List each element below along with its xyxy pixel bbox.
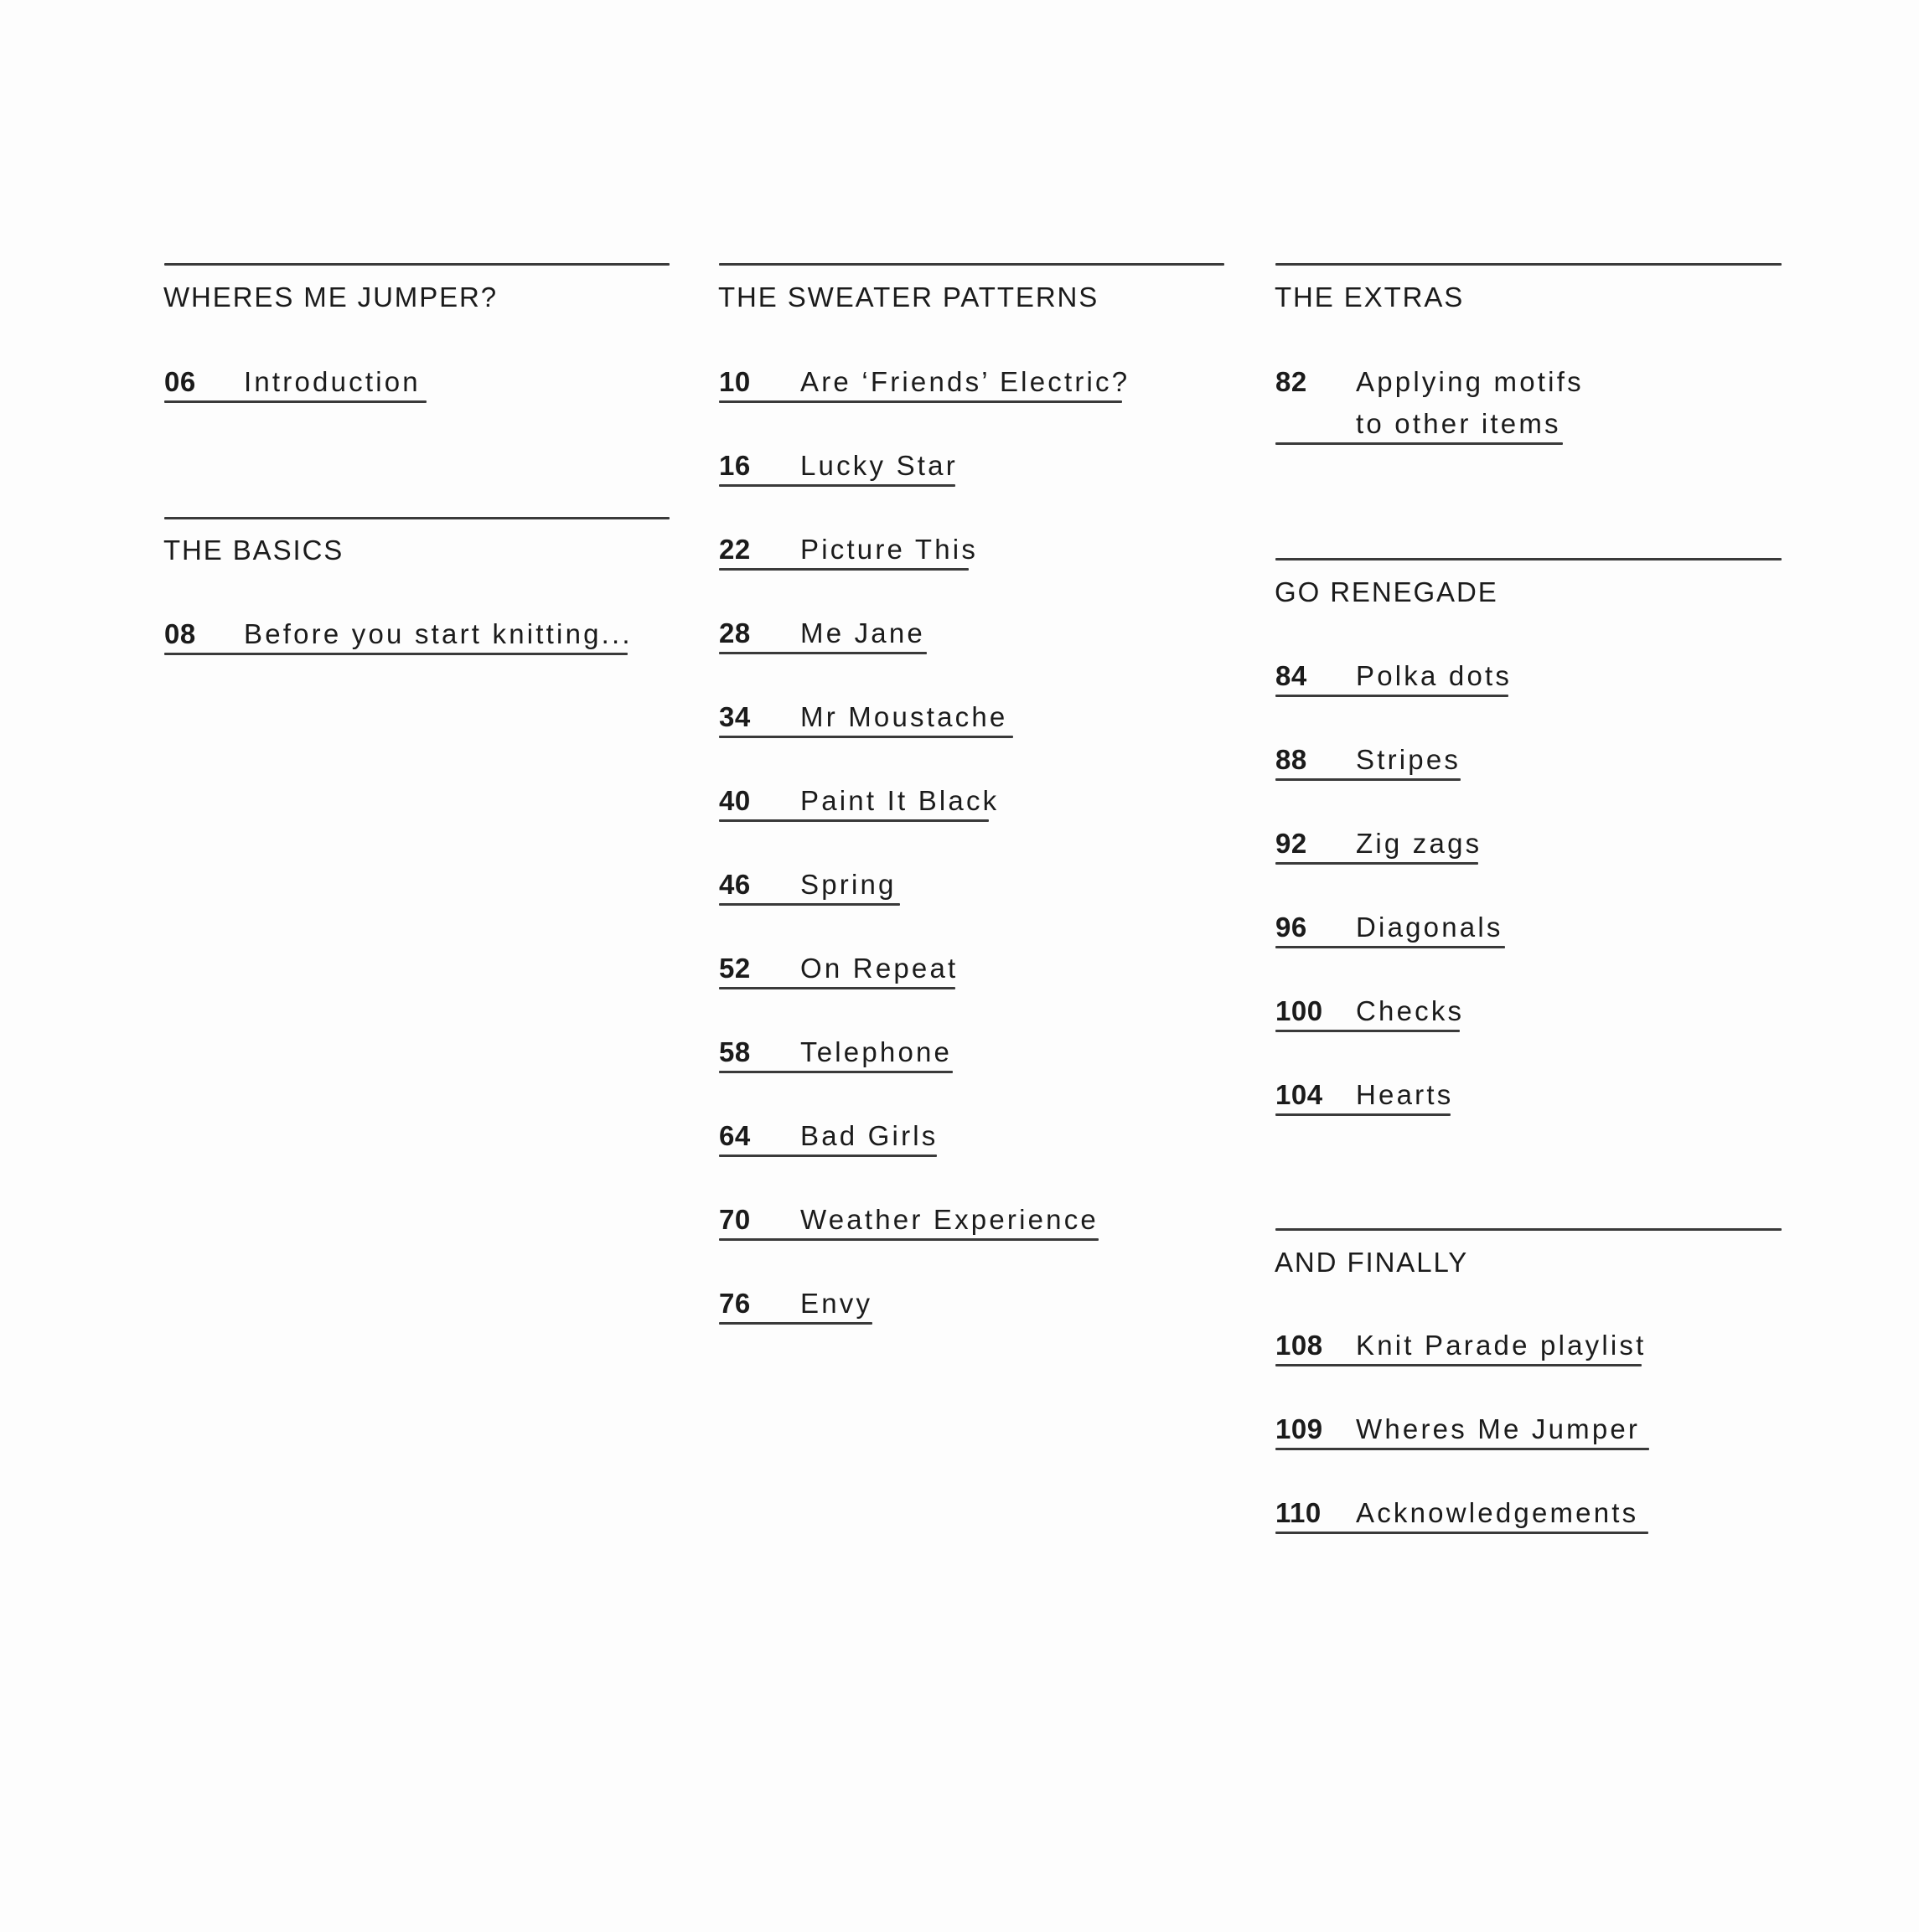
entry-title-line: Stripes [1356,744,1461,775]
toc-entry[interactable] [719,366,1130,420]
entry-title [1356,913,1503,941]
section-divider [1275,1228,1782,1231]
entry-underline [719,484,955,487]
page-number: 96 [1275,912,1307,943]
page-number: 82 [1275,366,1307,397]
section-heading: THE EXTRAS [1275,282,1465,313]
entry-title [800,452,958,479]
toc-entry[interactable] [719,1206,1099,1258]
toc-entry[interactable] [719,870,900,922]
entry-title-line: Zig zags [1356,828,1482,859]
toc-entry[interactable] [1275,995,1465,1049]
entry-title-line: Diagonals [1356,912,1503,943]
entry-title [1356,1415,1640,1443]
entry-title-line: Paint It Black [800,785,1000,816]
entry-title-line: Bad Girls [800,1120,939,1151]
page-number: 64 [719,1120,751,1151]
page-number: 76 [719,1288,751,1319]
section-heading: THE BASICS [163,535,344,566]
entry-title-line: Envy [800,1288,873,1319]
section-heading: AND FINALLY [1275,1247,1469,1278]
entry-underline [719,652,927,654]
entry-title-line: Weather Experience [800,1204,1099,1235]
entry-title [800,535,978,563]
entry-title-line: Introduction [244,366,421,397]
page-number: 92 [1275,828,1307,859]
entry-title [244,368,421,395]
entry-underline [1275,442,1563,445]
entry-title-line: Me Jane [800,617,925,648]
section-heading: GO RENEGADE [1275,576,1498,607]
toc-entry[interactable] [719,953,959,1006]
entry-underline [719,400,1122,403]
page-number: 28 [719,617,751,648]
entry-title [1356,662,1512,690]
entry-title [1356,829,1482,857]
page-number: 58 [719,1036,751,1067]
entry-title-line: On Repeat [800,953,959,984]
entry-title [244,620,633,648]
entry-title-line: Spring [800,869,897,900]
entry-underline [1275,946,1505,948]
page-number: 70 [719,1204,751,1235]
page-number: 88 [1275,744,1307,775]
page-number: 100 [1275,995,1323,1026]
page-number: 10 [719,366,751,397]
entry-underline [719,819,989,822]
entry-title-line: Knit Parade playlist [1356,1330,1647,1361]
entry-underline [1275,695,1508,697]
page-number: 06 [164,366,196,397]
toc-entry[interactable] [1275,1499,1648,1551]
entry-underline [1275,1364,1642,1366]
entry-underline [719,1155,937,1157]
page-number: 34 [719,701,751,732]
page-number: 108 [1275,1330,1323,1361]
page-number: 110 [1275,1497,1322,1528]
section-heading: THE SWEATER PATTERNS [718,282,1099,313]
page-number: 109 [1275,1413,1323,1444]
page-number: 40 [719,785,751,816]
entry-title [1356,1081,1453,1108]
section-divider [1275,558,1782,560]
entry-underline [719,903,900,906]
toc-entry[interactable] [719,619,927,671]
section-divider [719,263,1224,266]
entry-title [1356,1331,1646,1359]
entry-title [800,1289,872,1317]
page-number: 46 [719,869,751,900]
toc-entry[interactable] [164,618,633,672]
entry-title [1356,746,1461,773]
toc-entry[interactable] [1275,828,1482,881]
entry-title-line: Wheres Me Jumper [1356,1413,1641,1444]
toc-entry[interactable] [719,785,1000,839]
page-number: 16 [719,450,751,481]
entry-title [1356,368,1584,437]
entry-title-line: to other items [1356,408,1561,439]
toc-entry[interactable] [719,534,979,587]
toc-entry[interactable] [719,1038,953,1090]
entry-title [800,1206,1099,1233]
page-number: 84 [1275,660,1307,691]
entry-underline [1275,862,1478,865]
entry-title-line: Hearts [1356,1079,1454,1110]
entry-title-line: Acknowledgements [1356,1497,1639,1528]
section-divider [164,517,670,519]
page-number: 104 [1275,1079,1323,1110]
toc-entry[interactable] [1275,660,1513,714]
entry-underline [719,1322,872,1325]
entry-title-line: Lucky Star [800,450,958,481]
toc-entry[interactable] [1275,913,1505,965]
entry-title [800,1122,939,1149]
toc-entry[interactable] [719,1289,872,1341]
entry-underline [719,736,1013,738]
toc-entry[interactable] [719,703,1013,755]
entry-title-line: Picture This [800,534,979,565]
entry-underline [719,1071,953,1073]
entry-title [800,368,1130,395]
entry-title-line: Applying motifs [1356,366,1584,397]
toc-entry[interactable] [1275,366,1584,462]
entry-title-line: Polka dots [1356,660,1513,691]
entry-title [800,703,1007,731]
entry-title [800,1038,952,1066]
entry-underline [164,400,427,403]
entry-title [800,870,897,898]
section-divider [164,263,670,266]
entry-underline [1275,1030,1460,1032]
page-number: 08 [164,618,196,649]
entry-title-line: Before you start knitting... [244,618,633,649]
entry-title-line: Checks [1356,995,1465,1026]
entry-underline [719,1238,1099,1241]
toc-entry[interactable] [1275,1415,1649,1467]
entry-title [1356,1499,1638,1526]
section-divider [1275,263,1782,266]
page-number: 52 [719,953,751,984]
entry-underline [1275,1448,1649,1450]
toc-entry[interactable] [1275,1079,1454,1133]
entry-underline [1275,778,1461,781]
entry-title [800,954,958,982]
entry-title-line: Mr Moustache [800,701,1008,732]
entry-underline [1275,1113,1451,1116]
entry-title-line: Telephone [800,1036,953,1067]
entry-title-line: Are ‘Friends’ Electric? [800,366,1130,397]
entry-underline [719,987,955,989]
page-number: 22 [719,534,751,565]
entry-title [800,787,999,814]
entry-underline [719,568,969,571]
toc-entry[interactable] [719,1122,937,1174]
entry-title [1356,997,1464,1025]
toc-entry[interactable] [719,450,958,504]
entry-underline [1275,1532,1648,1534]
toc-entry[interactable] [1275,1330,1647,1383]
entry-underline [164,653,628,655]
section-heading: WHERES ME JUMPER? [163,282,499,313]
toc-entry[interactable] [1275,746,1461,798]
entry-title [800,619,925,647]
toc-entry[interactable] [164,368,427,420]
